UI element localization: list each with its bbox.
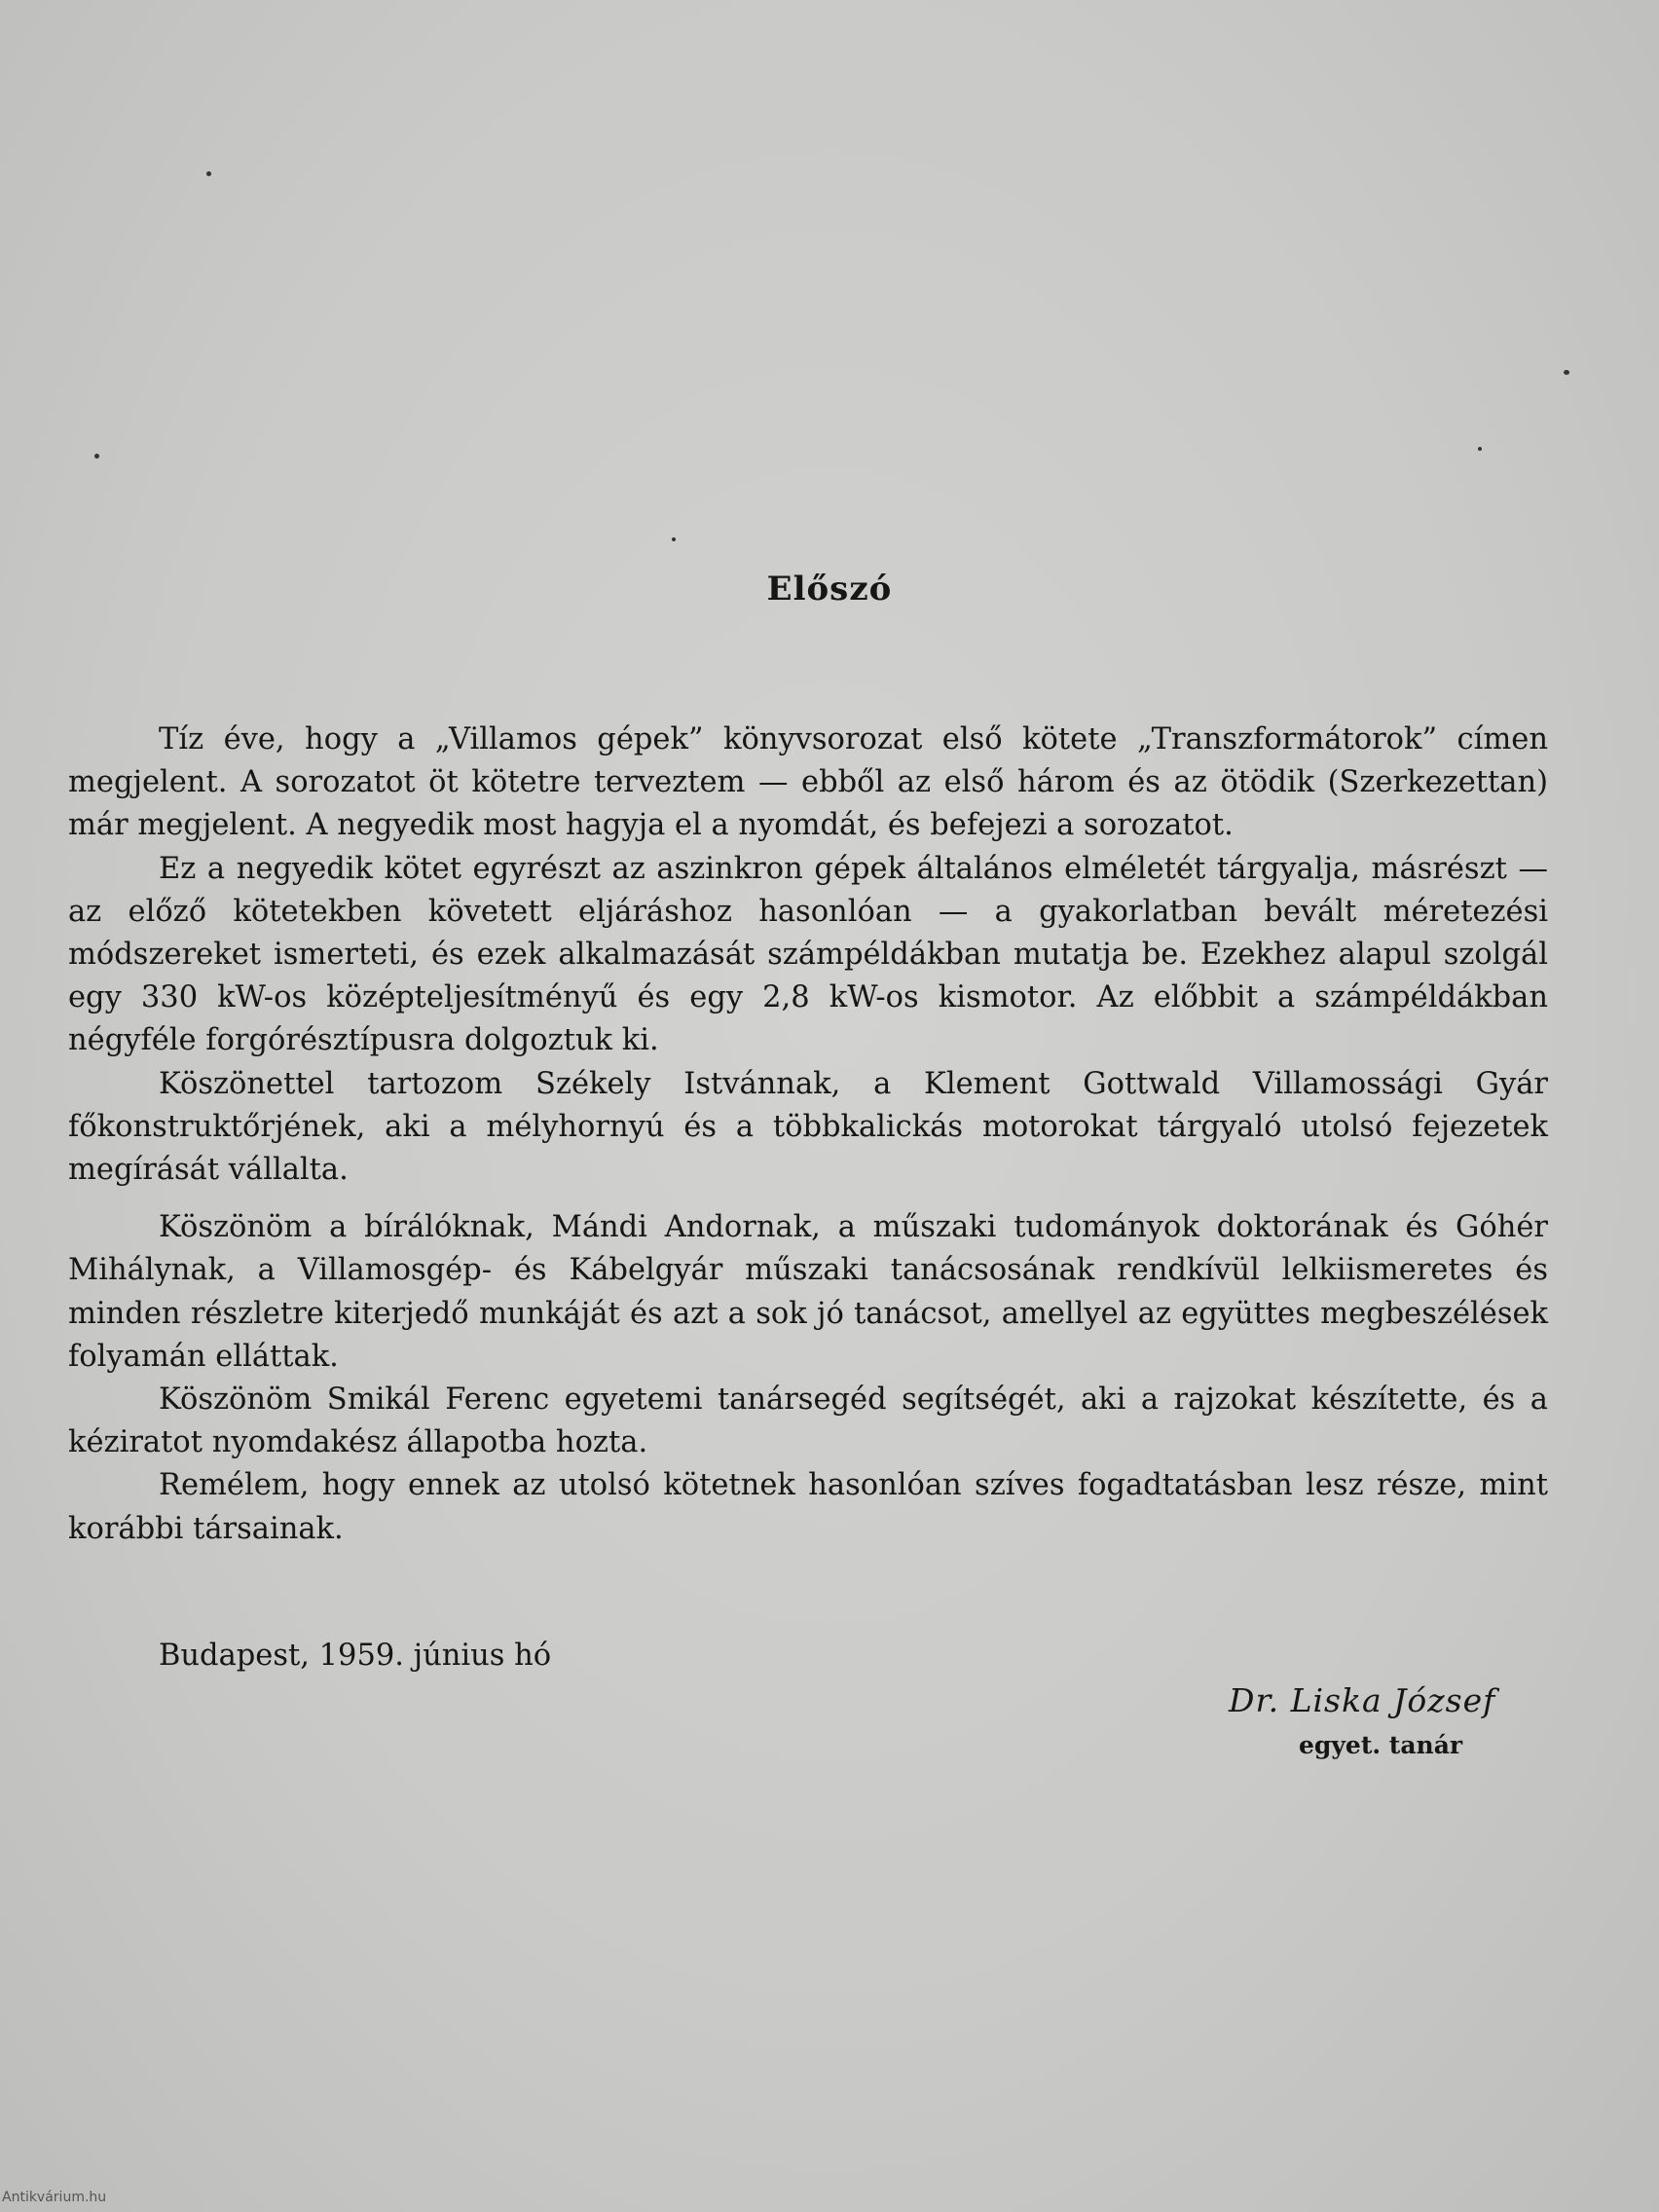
paragraph-4: Köszönöm a bírálóknak, Mándi Andornak, a műszaki tudományok doktorának és Góhér Mihálynak, a Villamosgép- és Kábelgyár műszaki tanácsosának rendkívül lelkiismeretes és minden részletre kiterjedő munkáját és azt a sok jó tanácsot, amellyel az együttes megbeszélések folyamán elláttak. xyxy=(68,1210,1548,1374)
signature-name: Dr. Liska József xyxy=(1229,1681,1496,1719)
dust-speck xyxy=(672,537,676,541)
preface-body xyxy=(68,719,1548,1551)
paragraph-3: Köszönettel tartozom Székely Istvánnak, a Klement Gottwald Villamossági Gyár főkonstruktőrjének, aki a mélyhornyú és a többkalickás motorokat tárgyaló utolsó fejezetek megírását vállalta. xyxy=(68,1066,1548,1188)
watermark: Antikvárium.hu xyxy=(2,2190,107,2205)
paragraph-6: Remélem, hogy ennek az utolsó kötetnek hasonlóan szíves fogadtatásban lesz része, mint korábbi társainak. xyxy=(68,1468,1548,1546)
place-date: Budapest, 1959. június hó xyxy=(159,1639,552,1673)
paragraph-2: Ez a negyedik kötet egyrészt az aszinkron gépek általános elméletét tárgyalja, másrészt — az előző kötetekben követett eljáráshoz hasonlóan — a gyakorlatban bevált méretezési módszereket ismerteti, és ezek alkalmazását számpéldákban mutatja be. Ezekhez alapul szolgál egy 330 kW-os középteljesítményű és egy 2,8 kW-os kismotor. Az előbbit a számpéldákban négyféle forgórésztípusra dolgoztuk ki. xyxy=(68,851,1548,1058)
signature-title: egyet. tanár xyxy=(1299,1731,1463,1759)
dust-speck xyxy=(206,171,211,176)
page-title: Előszó xyxy=(766,570,893,608)
paragraph-1: Tíz éve, hogy a „Villamos gépek” könyvsorozat első kötete „Transzformátorok” címen megjelent. A sorozatot öt kötetre terveztem — ebből az első három és az ötödik (Szerkezettan) már megjelent. A negyedik most hagyja el a nyomdát, és befejezi a sorozatot. xyxy=(68,722,1548,843)
dust-speck xyxy=(94,454,99,459)
paragraph-5: Köszönöm Smikál Ferenc egyetemi tanársegéd segítségét, aki a rajzokat készítette, és a kéziratot nyomdakész állapotba hozta. xyxy=(68,1382,1548,1460)
dust-speck xyxy=(1478,447,1482,451)
dust-speck xyxy=(1564,370,1569,375)
